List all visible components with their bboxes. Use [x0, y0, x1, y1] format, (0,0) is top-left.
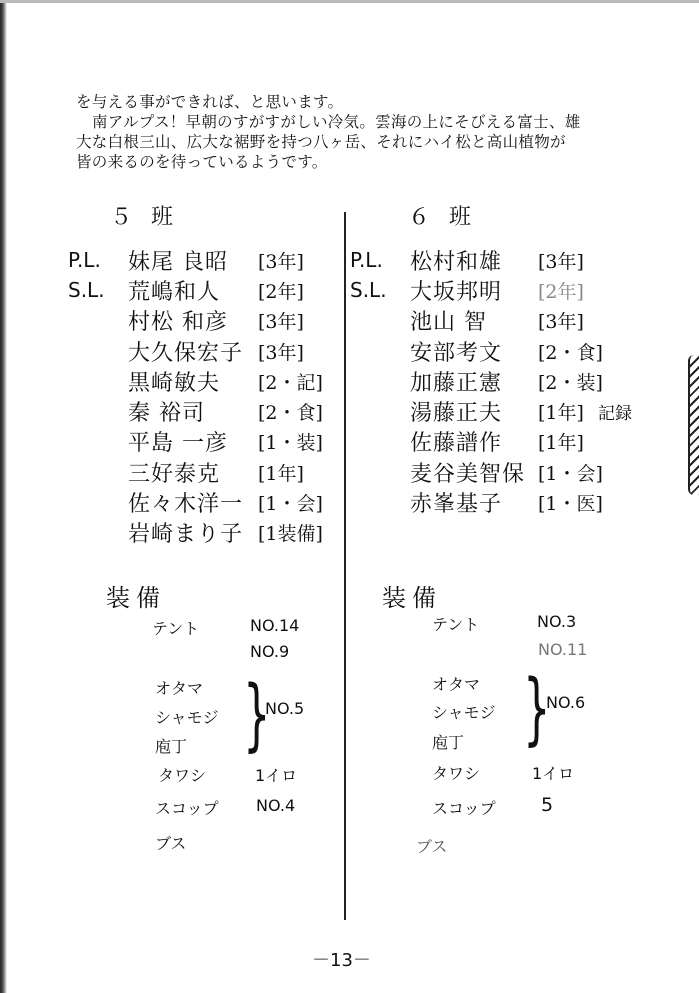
group6-equipment-heading: 装備 — [382, 584, 442, 612]
member-row — [68, 366, 323, 396]
member-row — [350, 427, 584, 457]
member-tag: [3年] — [258, 311, 304, 334]
member-row — [350, 245, 584, 275]
member-row — [68, 336, 304, 366]
tent-value: NO.14 — [250, 616, 300, 635]
member-name: 麦谷美智保 — [410, 461, 526, 487]
bus-label: ブス — [155, 834, 187, 853]
shovel-value: 5 — [541, 794, 554, 816]
intro-line: 南アルプス！早朝のすがすがしい冷気。雲海の上にそびえる富士、雄 — [92, 113, 581, 131]
member-name: 黒崎敏夫 — [128, 370, 221, 396]
tent-label: テント — [432, 615, 480, 634]
equipment-item: シャモジ — [155, 708, 219, 727]
member-row — [350, 396, 632, 427]
member-row — [68, 518, 323, 548]
tent-value: NO.3 — [537, 612, 577, 631]
member-tag: [1・医] — [538, 493, 603, 516]
binding-edge — [688, 355, 699, 495]
member-tag: [2年] — [538, 280, 584, 303]
member-tag: [2年] — [258, 280, 304, 303]
member-role: P.L. — [350, 248, 383, 273]
member-tag: [1年] — [258, 462, 304, 485]
member-tag: [2・食] — [258, 402, 323, 425]
shovel-label: スコップ — [155, 799, 219, 818]
intro-line: 大な白根三山、広大な裾野を持つ八ヶ岳、それにハイ松と高山植物が — [76, 133, 566, 151]
member-row — [68, 457, 304, 487]
member-name: 大坂邦明 — [410, 279, 503, 305]
member-name: 湯藤正夫 — [410, 401, 503, 427]
member-name: 安部考文 — [410, 340, 503, 366]
bus-label: ブス — [416, 837, 448, 856]
member-name: 荒嶋和人 — [128, 279, 221, 305]
member-tag: [1・装] — [258, 432, 323, 455]
member-row — [68, 275, 304, 305]
member-name: 池山 智 — [410, 310, 487, 336]
member-tag: [3年] — [538, 250, 584, 273]
member-row — [350, 306, 584, 336]
member-name: 村松 和彦 — [128, 310, 228, 336]
member-row — [350, 366, 603, 396]
member-row — [68, 245, 304, 275]
intro-line: を与える事ができれば、と思います。 — [76, 93, 344, 111]
shovel-value: NO.4 — [256, 796, 296, 815]
member-row — [68, 306, 304, 336]
member-row — [350, 487, 603, 518]
group6-roster — [350, 245, 632, 518]
tent-value: NO.11 — [538, 640, 588, 659]
column-divider — [344, 212, 346, 920]
member-row — [68, 487, 323, 518]
scan-top-edge — [0, 0, 699, 3]
member-tag: [3年] — [538, 311, 584, 334]
group5-roster — [68, 245, 323, 548]
member-name: 赤峯基子 — [410, 492, 503, 518]
intro-line: 皆の来るのを待っているようです。 — [76, 153, 328, 171]
group5-equipment-heading: 装備 — [106, 584, 166, 612]
brace-icon: } — [243, 670, 271, 760]
member-tag: [1年] — [538, 432, 584, 455]
member-row — [350, 275, 584, 305]
member-note: 記録 — [598, 404, 632, 425]
member-role: P.L. — [68, 248, 101, 273]
equipment-item: オタマ — [432, 675, 481, 694]
group6-heading: ６ 班 — [408, 205, 477, 230]
brace-icon: } — [523, 664, 551, 754]
intro-paragraph — [76, 92, 646, 172]
member-name: 岩崎まり子 — [128, 522, 244, 548]
member-tag: [2・装] — [538, 371, 603, 394]
member-name: 秦 裕司 — [128, 401, 205, 427]
member-row — [68, 427, 323, 457]
member-tag: [1・会] — [258, 493, 323, 516]
member-name: 松村和雄 — [410, 249, 503, 275]
towel-value: 1イロ — [255, 766, 298, 785]
equipment-item: オタマ — [155, 679, 204, 698]
member-name: 三好泰克 — [128, 461, 221, 487]
towel-label: タワシ — [158, 766, 207, 785]
member-name: 平島 一彦 — [128, 431, 228, 457]
group5-heading: ５ 班 — [110, 205, 179, 230]
shovel-label: スコップ — [432, 799, 496, 818]
member-row — [350, 457, 603, 487]
member-role: S.L. — [68, 278, 105, 303]
equipment-item: 庖丁 — [155, 737, 188, 756]
member-name: 大久保宏子 — [128, 340, 244, 366]
member-tag: [2・記] — [258, 371, 323, 394]
towel-value: 1イロ — [532, 764, 575, 783]
equipment-item: シャモジ — [432, 703, 496, 722]
member-tag: [1年] — [538, 402, 584, 425]
group-value: NO.6 — [546, 693, 586, 712]
equipment-item: 庖丁 — [432, 733, 465, 752]
member-tag: [1・会] — [538, 462, 603, 485]
member-tag: [3年] — [258, 250, 304, 273]
member-name: 加藤正憲 — [410, 370, 503, 396]
member-tag: [1装備] — [258, 523, 323, 546]
member-name: 佐々木洋一 — [128, 492, 244, 518]
towel-label: タワシ — [432, 764, 481, 783]
member-name: 妹尾 良昭 — [128, 249, 228, 275]
member-name: 佐藤譜作 — [410, 431, 503, 457]
member-role: S.L. — [350, 278, 387, 303]
member-row — [350, 336, 603, 366]
tent-label: テント — [152, 619, 200, 638]
member-row — [68, 396, 323, 427]
member-tag: [3年] — [258, 341, 304, 364]
member-tag: [2・食] — [538, 341, 603, 364]
tent-value: NO.9 — [250, 642, 290, 661]
scan-left-edge — [0, 0, 7, 993]
page-number: －13－ — [312, 950, 371, 971]
group-value: NO.5 — [265, 699, 305, 718]
